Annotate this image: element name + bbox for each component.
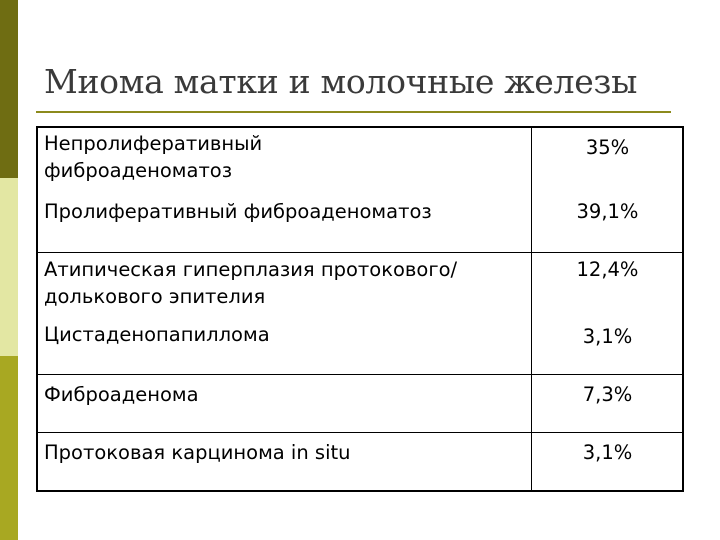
row-value: 12,4% [576,258,639,281]
row-label: Атипическая гиперплазия протокового/долькового эпителия [44,258,458,308]
column-divider [531,128,532,490]
stripe-segment-light [0,178,18,356]
stripe-segment-dark [0,0,18,178]
data-table [36,126,684,492]
row-label: Пролиферативный фиброаденоматоз [44,200,432,223]
stripe-segment-mid [0,356,18,540]
row-value: 3,1% [582,325,633,348]
title-underline [36,111,671,113]
row-label: Цистаденопапиллома [44,323,270,346]
slide-title: Миома матки и молочные железы [44,62,638,101]
row-value: 35% [585,136,630,159]
row-value: 7,3% [582,383,633,406]
row-value: 3,1% [582,441,633,464]
row-value: 39,1% [576,200,639,223]
row-divider [38,374,682,375]
row-label: Протоковая карцинома in situ [44,441,351,464]
left-decorative-stripe [0,0,18,540]
row-label: Непролиферативный фиброаденоматоз [44,132,263,182]
row-divider [38,432,682,433]
row-divider [38,252,682,253]
row-label: Фиброаденома [44,383,199,406]
